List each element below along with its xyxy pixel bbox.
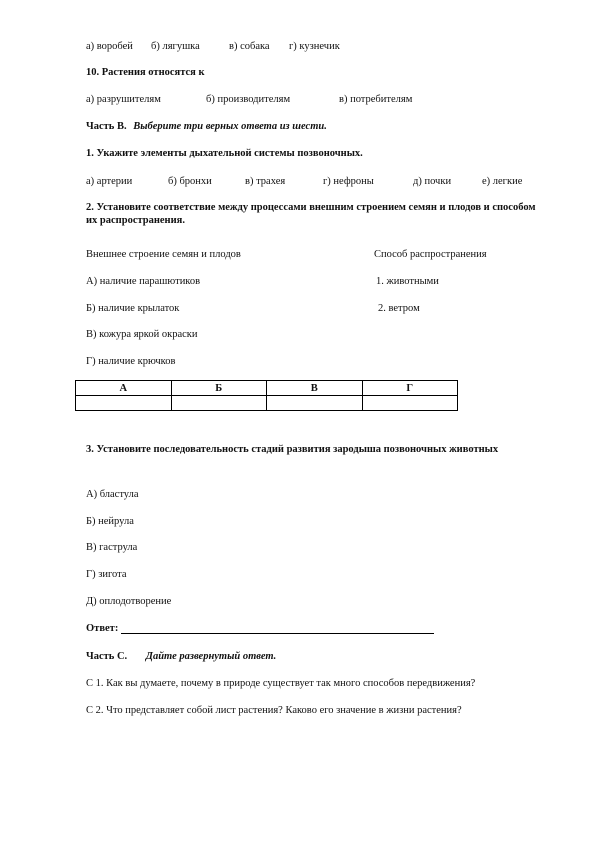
b3-item-d: Г) зигота [86,569,127,580]
c2-question: С 2. Что представляет собой лист растения? Каково его значение в жизни растения? [86,705,462,716]
b1-option-c: в) трахея [245,176,286,187]
table-header-cell: Г [362,381,458,396]
b1-options [86,175,522,188]
answer-cell[interactable] [76,396,172,411]
b3-item-a: А) бластула [86,489,139,500]
b2-left-item-c: В) кожура яркой окраски [86,329,198,340]
b1-option-b: б) бронхи [168,176,212,187]
b1-title: 1. Укажите элементы дыхательной системы позвоночных. [86,148,363,159]
part-c-label: Часть С. [86,651,128,662]
answer-cell[interactable] [171,396,267,411]
b3-item-e: Д) оплодотворение [86,596,172,607]
b2-left-item-b: Б) наличие крылаток [86,303,180,314]
q10-title: 10. Растения относятся к [86,67,205,78]
b2-left-item-d: Г) наличие крючков [86,356,176,367]
part-c-header [86,650,276,663]
b3-title: 3. Установите последовательность стадий развития зародыша позвоночных животных [86,444,499,455]
part-b-header [86,120,327,133]
part-c-instruction: Дайте развернутый ответ. [145,651,277,662]
q9-option-d: г) кузнечик [289,41,340,52]
table-header-cell: В [267,381,363,396]
b2-answer-table [75,380,458,411]
b1-option-e: д) почки [413,176,452,187]
b2-right-item-2: 2. ветром [378,303,420,314]
q9-option-b: б) лягушка [151,41,200,52]
b1-option-f: е) легкие [482,176,523,187]
answer-cell[interactable] [362,396,458,411]
table-header-row [76,381,458,396]
b2-col-left-heading: Внешнее строение семян и плодов [86,249,241,260]
table-header-cell: Б [171,381,267,396]
b1-option-d: г) нефроны [323,176,374,187]
part-b-instruction: Выберите три верных ответа из шести. [133,121,327,132]
b2-right-item-1: 1. животными [376,276,439,287]
q9-option-a: а) воробей [86,41,133,52]
answer-label: Ответ: [86,623,119,634]
answer-line[interactable] [121,632,434,634]
b2-col-right-heading: Способ распространения [374,249,487,260]
b3-item-c: В) гаструла [86,542,138,553]
table-answer-row[interactable] [76,396,458,411]
b2-title: 2. Установите соответствие между процессами внешним строением семян и плодов и способом их распространения. [86,202,536,226]
c1-question: С 1. Как вы думаете, почему в природе существует так много способов передвижения? [86,678,476,689]
q10-option-a: а) разрушителям [86,94,161,105]
b2-left-item-a: А) наличие парашютиков [86,276,201,287]
answer-cell[interactable] [267,396,363,411]
q10-option-b: б) производителям [206,94,291,105]
b1-option-a: а) артерии [86,176,133,187]
q9-options [86,40,340,53]
q10-options [86,93,412,106]
table-header-cell: А [76,381,172,396]
q9-option-c: в) собака [229,41,270,52]
q10-option-c: в) потребителям [339,94,413,105]
part-b-label: Часть В. [86,121,127,132]
b3-item-b: Б) нейрула [86,516,134,527]
